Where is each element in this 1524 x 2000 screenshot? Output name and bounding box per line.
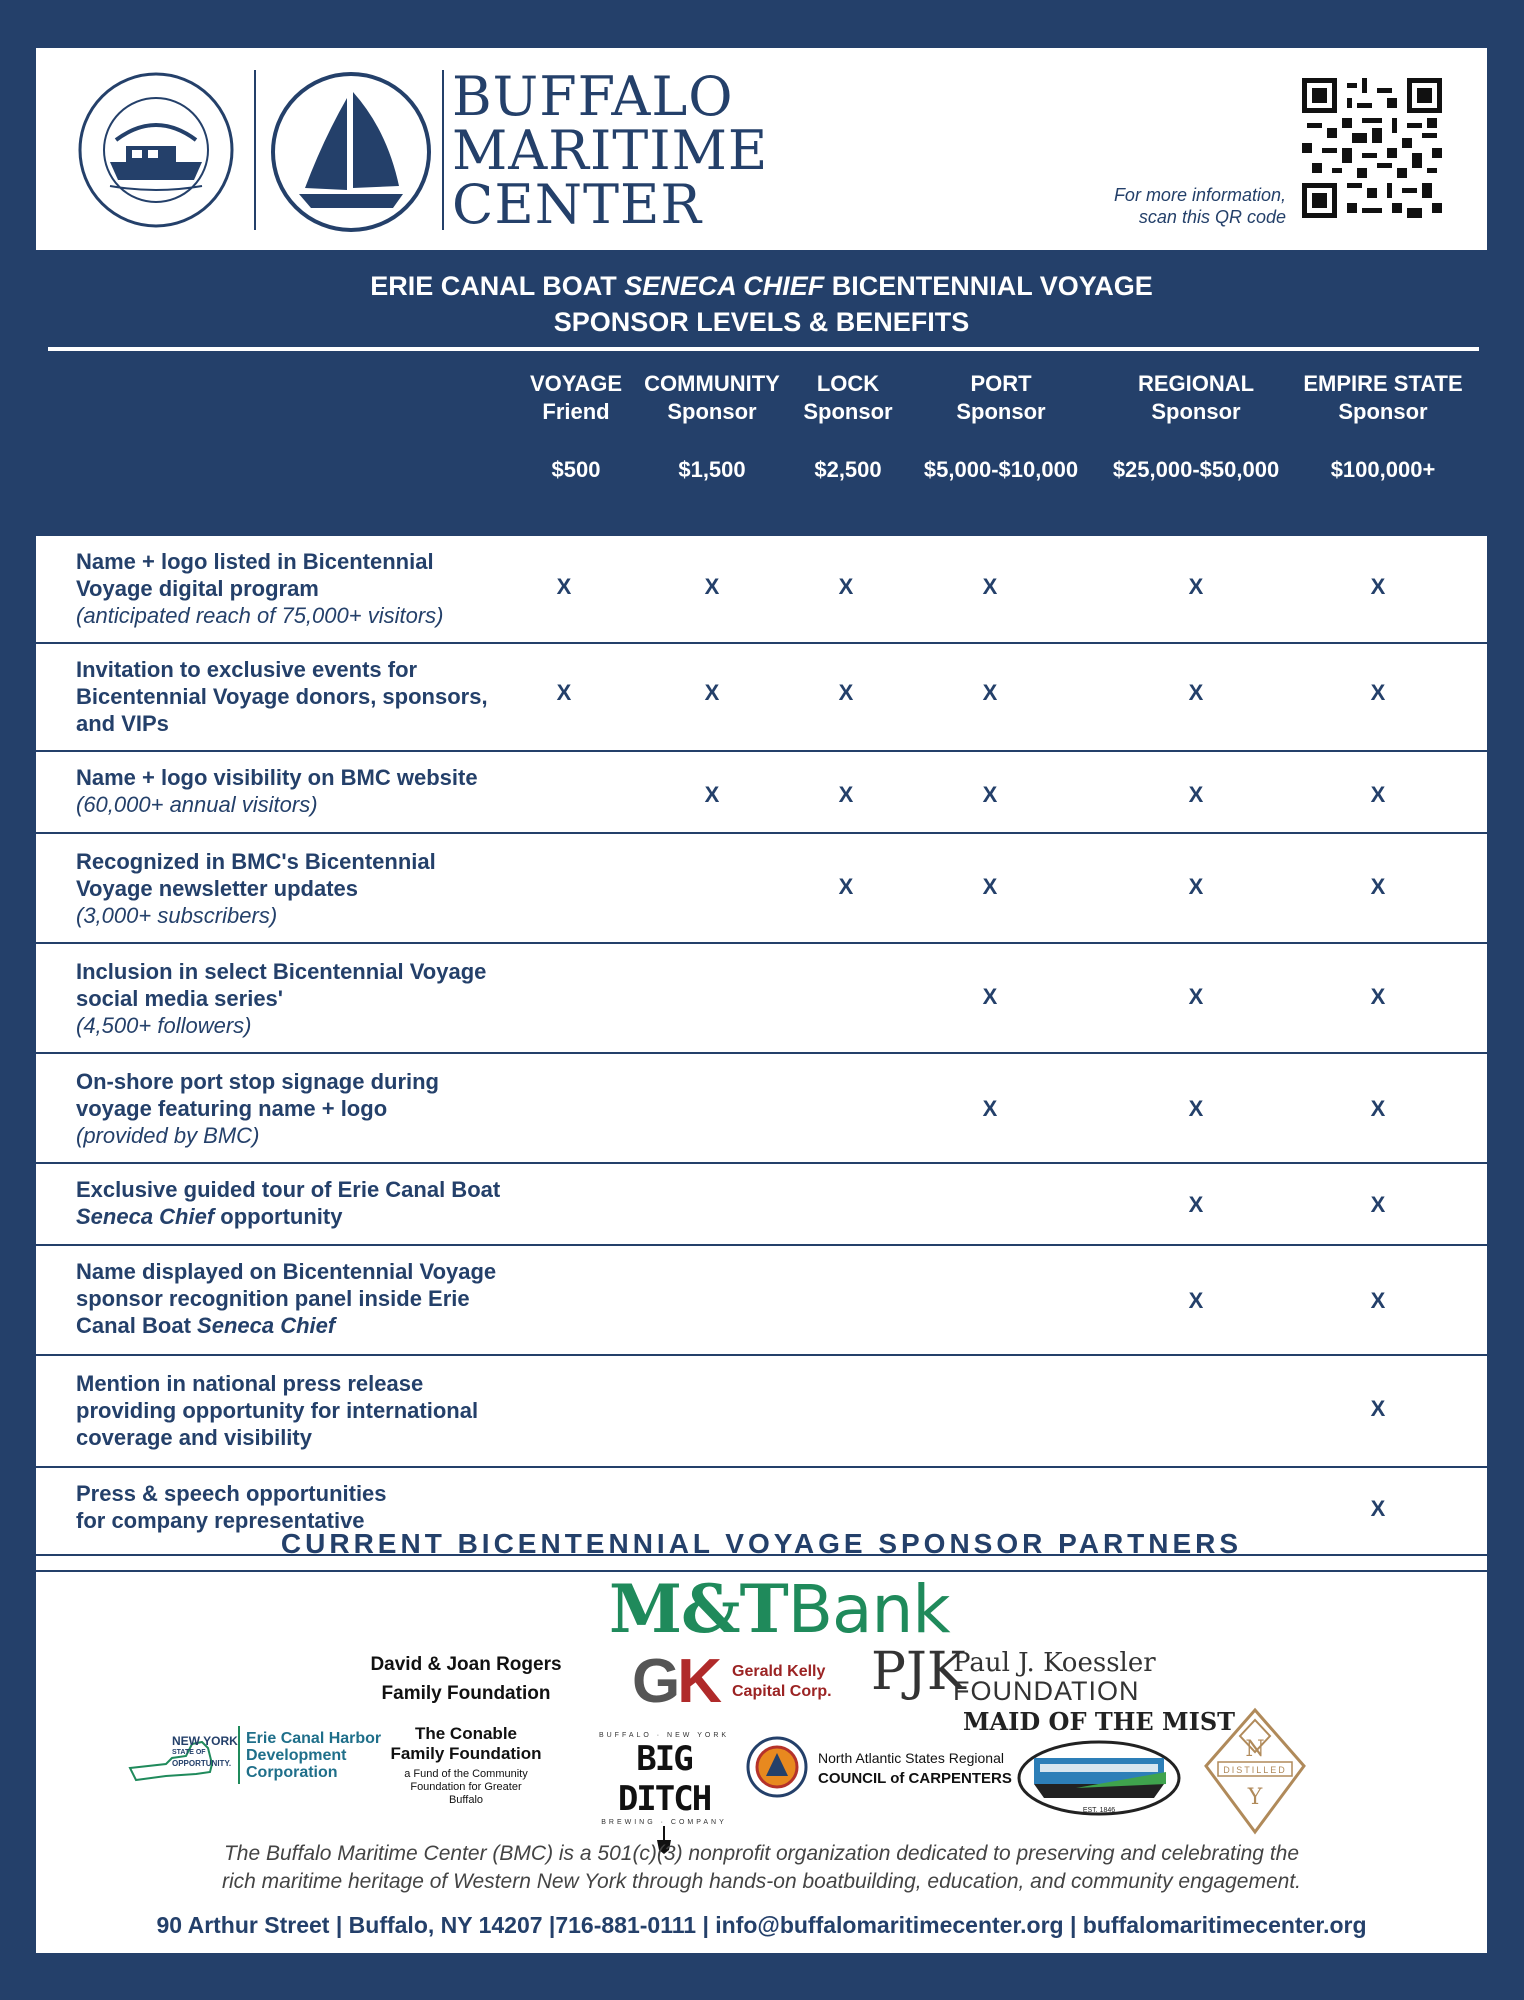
level-type: Sponsor <box>1338 399 1428 424</box>
benefit-check: X <box>1370 1496 1386 1521</box>
benefit-row <box>36 834 1487 944</box>
brand-line: MARITIME <box>452 119 769 182</box>
level-name: VOYAGE <box>529 371 623 396</box>
qr-caption-line: For more information, <box>1113 185 1286 205</box>
benefit-check: X <box>982 680 998 705</box>
title-text: ERIE CANAL BOAT <box>370 271 625 301</box>
benefit-row <box>36 1246 1487 1356</box>
ny-distilled-logo <box>1200 1706 1310 1836</box>
level-price: $100,000+ <box>1330 457 1436 482</box>
svg-text:DISTILLED: DISTILLED <box>1223 1765 1287 1775</box>
level-regional <box>1096 370 1296 484</box>
benefit-check: X <box>1188 1096 1204 1121</box>
benefit-check: X <box>982 874 998 899</box>
header-divider <box>442 70 444 230</box>
conable-foundation-logo: The Conable Family Foundation a Fund of the Community Foundation for Greater Buffalo <box>390 1724 542 1806</box>
benefit-check: X <box>1188 574 1204 599</box>
benefit-check: X <box>1370 1096 1386 1121</box>
benefit-check: X <box>1188 874 1204 899</box>
level-type: Sponsor <box>803 399 893 424</box>
new-york-label: NEW YORK STATE OF OPPORTUNITY. <box>172 1734 238 1768</box>
svg-text:Y: Y <box>1247 1785 1263 1810</box>
benefit-row <box>36 536 1487 644</box>
level-community <box>636 370 788 484</box>
benefit-row <box>36 944 1487 1054</box>
benefit-check: X <box>838 680 854 705</box>
seneca-chief-seal-logo <box>76 70 236 230</box>
benefit-text: Recognized in BMC's Bicentennial Voyage newsletter updates (3,000+ subscribers) <box>76 848 556 929</box>
benefit-check: X <box>556 680 572 705</box>
qr-code[interactable] <box>1302 78 1442 218</box>
benefit-check: X <box>982 984 998 1009</box>
level-price: $1,500 <box>678 457 746 482</box>
level-price: $500 <box>551 457 601 482</box>
benefit-text: Name displayed on Bicentennial Voyage sponsor recognition panel inside Erie Canal Boat Seneca Chief <box>76 1259 497 1338</box>
benefit-text: Exclusive guided tour of Erie Canal Boat Seneca Chief opportunity <box>76 1177 501 1229</box>
benefit-check: X <box>982 574 998 599</box>
subtitle: SPONSOR LEVELS & BENEFITS <box>553 307 970 337</box>
benefit-check: X <box>1370 874 1386 899</box>
benefit-text: Press & speech opportunities for company representative <box>76 1481 387 1533</box>
benefit-check: X <box>1370 680 1386 705</box>
benefit-text: Name + logo visibility on BMC website (60,000+ annual visitors) <box>76 764 556 818</box>
benefit-check: X <box>704 782 720 807</box>
level-type: Sponsor <box>956 399 1046 424</box>
benefit-text: Name + logo listed in Bicentennial Voyage digital program (anticipated reach of 75,000+ visitors) <box>76 548 556 629</box>
title-rule <box>48 347 1479 351</box>
echdc-logo: Erie Canal Harbor Development Corporation <box>246 1730 382 1781</box>
koessler-foundation-logo: PJK Paul J. Koessler FOUNDATION <box>871 1642 1156 1706</box>
brand-line: CENTER <box>452 173 703 236</box>
qr-caption <box>1036 184 1286 228</box>
svg-text:MAID OF THE MIST: MAID OF THE MIST <box>962 1707 1236 1736</box>
benefit-check: X <box>556 574 572 599</box>
level-name: REGIONAL <box>1137 371 1255 396</box>
gerald-kelly-logo: GK Gerald Kelly Capital Corp. <box>632 1647 832 1716</box>
benefit-check: X <box>982 1096 998 1121</box>
mt-bank-logo: M&TBank <box>609 1570 950 1648</box>
about-statement: The Buffalo Maritime Center (BMC) is a 501(c)(3) nonprofit organization dedicated to preserving and celebrating the rich maritime heritage of Western New York through hands-on boatbuilding, education, and community engagement. <box>221 1842 1301 1893</box>
benefit-check: X <box>1370 1192 1386 1217</box>
level-price: $5,000-$10,000 <box>923 457 1079 482</box>
svg-text:EST. 1846: EST. 1846 <box>1082 1807 1116 1814</box>
level-price: $2,500 <box>814 457 882 482</box>
benefit-check: X <box>982 782 998 807</box>
level-voyage-friend <box>516 370 636 484</box>
page-title <box>36 268 1487 340</box>
benefit-check: X <box>704 574 720 599</box>
level-port <box>906 370 1096 484</box>
qr-caption-line: scan this QR code <box>1138 207 1286 227</box>
benefit-row <box>36 1164 1487 1246</box>
brand-line: BUFFALO <box>452 65 734 128</box>
carpenters-council-logo: North Atlantic States Regional COUNCIL of CARPENTERS <box>818 1750 1012 1787</box>
benefit-row <box>36 752 1487 834</box>
benefit-note: (60,000+ annual visitors) <box>76 792 318 817</box>
benefit-text: On-shore port stop signage during voyage featuring name + logo (provided by BMC) <box>76 1068 556 1149</box>
benefit-check: X <box>1188 1192 1204 1217</box>
level-name: COMMUNITY <box>644 371 780 396</box>
level-name: PORT <box>970 371 1032 396</box>
benefit-check: X <box>1370 1288 1386 1313</box>
benefit-note: (4,500+ followers) <box>76 1013 252 1038</box>
title-text: BICENTENNIAL VOYAGE <box>824 271 1153 301</box>
level-price: $25,000-$50,000 <box>1112 457 1280 482</box>
benefit-check: X <box>704 680 720 705</box>
title-boat-name: SENECA CHIEF <box>624 271 825 301</box>
benefit-note: (provided by BMC) <box>76 1123 260 1148</box>
sponsor-partners-heading: CURRENT BICENTENNIAL VOYAGE SPONSOR PARTNERS <box>280 1528 1243 1559</box>
maid-of-the-mist-logo <box>962 1707 1236 1818</box>
benefit-check: X <box>1370 1396 1386 1421</box>
header <box>36 48 1487 250</box>
brand-name <box>452 65 769 236</box>
rogers-foundation-logo: David & Joan Rogers Family Foundation <box>370 1654 562 1704</box>
benefit-check: X <box>838 874 854 899</box>
big-ditch-logo: BUFFALO · NEW YORK BIG DITCH BREWING · COMPANY <box>594 1732 734 1859</box>
benefit-check: X <box>1188 782 1204 807</box>
benefit-note: (3,000+ subscribers) <box>76 903 278 928</box>
benefit-check: X <box>1370 574 1386 599</box>
level-type: Sponsor <box>667 399 757 424</box>
contact-line: 90 Arthur Street | Buffalo, NY 14207 |716-881-0111 | info@buffalomaritimecenter.org | buffalomaritimecenter.org <box>156 1912 1367 1938</box>
benefit-check: X <box>1188 1288 1204 1313</box>
benefit-check: X <box>838 782 854 807</box>
benefit-check: X <box>1188 984 1204 1009</box>
benefit-check: X <box>1370 984 1386 1009</box>
benefit-note: (anticipated reach of 75,000+ visitors) <box>76 603 444 628</box>
benefit-check: X <box>1370 782 1386 807</box>
benefit-row <box>36 1054 1487 1164</box>
level-name: EMPIRE STATE <box>1303 371 1463 396</box>
header-divider <box>254 70 256 230</box>
sponsor-levels-band <box>36 250 1487 536</box>
boat-name: Seneca Chief <box>76 1204 215 1229</box>
sailboat-logo <box>269 70 433 234</box>
boat-name: Seneca Chief <box>197 1313 336 1338</box>
flyer-page <box>36 48 1487 1953</box>
level-empire-state <box>1298 370 1468 484</box>
level-type: Sponsor <box>1151 399 1241 424</box>
svg-text:N: N <box>1245 1737 1265 1762</box>
benefit-text: Mention in national press release providing opportunity for international coverage and visibility <box>76 1371 479 1450</box>
benefit-check: X <box>838 574 854 599</box>
benefit-check: X <box>1188 680 1204 705</box>
ny-divider <box>238 1726 240 1784</box>
benefit-row <box>36 1356 1487 1468</box>
benefit-text: Inclusion in select Bicentennial Voyage social media series' (4,500+ followers) <box>76 958 556 1039</box>
benefit-text: Invitation to exclusive events for Bicentennial Voyage donors, sponsors, and VIPs <box>76 657 488 736</box>
level-lock <box>788 370 908 484</box>
benefit-row <box>36 644 1487 752</box>
level-type: Friend <box>542 399 610 424</box>
level-name: LOCK <box>816 371 880 396</box>
carpenters-emblem-icon <box>746 1736 808 1798</box>
